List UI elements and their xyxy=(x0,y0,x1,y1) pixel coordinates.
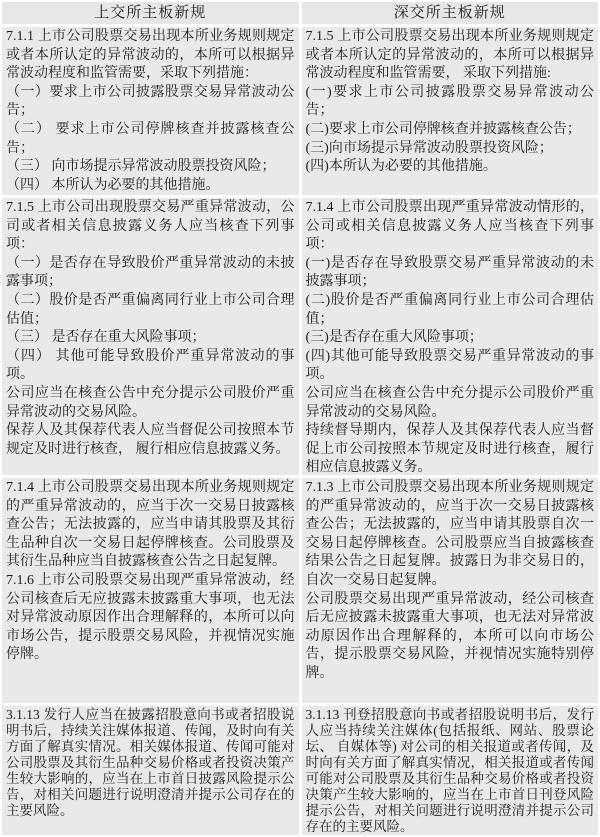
rule-paragraph: 公司应当在核查公告中充分提示公司股价严重异常波动的交易风险。 xyxy=(6,385,295,420)
rule-paragraph: (三)是否存在重大风险事项； xyxy=(305,330,483,346)
cell-sse-severe-fluctuation-check-items xyxy=(2,198,299,475)
rule-paragraph: 公司应当在核查公告中充分提示公司股价严重异常波动的交易风险。 xyxy=(305,385,594,420)
rule-paragraph: （二）股价是否严重偏离同行业上市公司合理估值； xyxy=(6,292,295,327)
rule-paragraph: 7.1.1 上市公司股票交易出现本所业务规则规定或者本所认定的异常波动的，本所可以根据异常波动程度和监管需要，采取下列措施： xyxy=(6,29,295,82)
rule-paragraph: 3.1.13 发行人应当在披露招股意向书或者招股说明书后，持续关注媒体报道、传闻，及时向有关方面了解真实情况。相关媒体报道、传闻可能对公司股票及其衍生品种交易价格或者投资决策产生较大影响的，应当在上市首日披露风险提示公告，对相关问题进行说明澄清并提示公司存在的主要风险。 xyxy=(6,707,295,818)
rules-comparison-table xyxy=(2,2,598,835)
rule-paragraph: (二)要求上市公司停牌核查并披露核查公告； xyxy=(305,121,581,137)
cell-szse-disclosure-suspension-rules xyxy=(302,478,599,703)
rule-paragraph: 持续督导期内，保荐人及其保荐代表人应当督促上市公司按照本节规定及时进行核查，履行相应信息披露义务。 xyxy=(305,423,594,475)
column-header-szse-main-board: 深交所主板新规 xyxy=(302,2,599,24)
cell-sse-disclosure-suspension-rules xyxy=(2,478,299,703)
rule-paragraph: （二） 要求上市公司停牌核查并披露核查公告； xyxy=(6,121,295,156)
rule-paragraph: (四)本所认为必要的其他措施。 xyxy=(305,159,497,175)
rule-paragraph: 7.1.5 上市公司出现股票交易严重异常波动，公司或者相关信息披露义务人应当核查下列事项： xyxy=(6,200,295,253)
cell-sse-issuer-media-monitoring xyxy=(2,706,299,835)
cell-szse-severe-fluctuation-check-items xyxy=(302,198,599,475)
rule-paragraph: (一)是否存在导致股票交易严重异常波动的未披露事项； xyxy=(305,255,594,290)
rule-paragraph: 保荐人及其保荐代表人应当督促公司按照本节规定及时进行核查， 履行相应信息披露义务。 xyxy=(6,423,295,457)
rule-paragraph: 公司股票交易出现严重异常波动，经公司核查后无应披露未披露重大事项，也无法对异常波动原因作出合理解释的，本所可以向市场公告，提示股票交易风险，并视情况实施特别停牌。 xyxy=(305,591,594,681)
rule-paragraph: （一）要求上市公司披露股票交易异常波动公告； xyxy=(6,84,295,119)
rule-paragraph: (二)股价是否严重偏离同行业上市公司合理估值； xyxy=(305,292,594,327)
rule-paragraph: (一)要求上市公司披露股票交易异常波动公告； xyxy=(305,84,594,119)
rule-paragraph: 7.1.3 上市公司股票交易出现本所业务规则规定的严重异常波动的，应当于次一交易日披露核查公告；无法披露的，应当申请其股票自次一交易日起停牌核查。公司股票应当自披露核查结果公告之日起复牌。披露日为非交易日的，自次一交易日起复牌。 xyxy=(305,480,594,588)
rule-paragraph: 7.1.4 上市公司股票出现严重异常波动情形的，公司或相关信息披露义务人应当核查下列事项： xyxy=(305,200,594,253)
rule-paragraph: （三） 是否存在重大风险事项； xyxy=(6,330,206,346)
rule-paragraph: 7.1.6 上市公司股票交易出现严重异常波动，经公司核查后无应披露未披露重大事项，也无法对异常波动原因作出合理解释的，本所可以向市场公告，提示股票交易风险，并视情况实施停牌。 xyxy=(6,572,295,663)
cell-szse-abnormal-fluctuation-measures xyxy=(302,27,599,195)
rule-paragraph: 7.1.4 上市公司股票交易出现本所业务规则规定的严重异常波动的，应当于次一交易日披露核查公告；无法披露的，应当申请其股票及其衍生品种自次一交易日起停牌核查。公司股票及其衍生品种应当自披露核查公告之日起复牌。 xyxy=(6,480,295,570)
rule-paragraph: （三） 向市场提示异常波动股票投资风险； xyxy=(6,159,276,175)
rule-paragraph: 3.1.13 刊登招股意向书或者招股说明书后，发行人应当持续关注媒体(包括报纸、网站、股票论坛、 自媒体等) 对公司的相关报道或者传闻，及时向有关方面了解真实情况，相关报道或者传闻可能对公司股票及其衍生品种交易价格或者投资决策产生较大影响的，应当在上市首日刊登风险提示公告，对相关问题进行说明澄清并提示公司存在的主要风险。 xyxy=(305,707,594,834)
rule-paragraph: （四） 本所认为必要的其他措施。 xyxy=(6,177,220,193)
cell-szse-issuer-media-monitoring xyxy=(302,706,599,835)
rule-paragraph: (三)向市场提示异常波动股票投资风险； xyxy=(305,140,553,156)
rule-paragraph: （四） 其他可能导致股价严重异常波动的事项。 xyxy=(6,348,295,383)
cell-sse-abnormal-fluctuation-measures xyxy=(2,27,299,195)
column-header-sse-main-board: 上交所主板新规 xyxy=(2,2,299,24)
rule-paragraph: （一）是否存在导致股价严重异常波动的未披露事项； xyxy=(6,255,295,290)
rule-paragraph: (四)其他可能导致股票交易严重异常波动的事项。 xyxy=(305,348,594,383)
rule-paragraph: 7.1.5 上市公司股票交易出现本所业务规则规定或者本所认定的异常波动的，本所可以根据异常波动程度和监管需要， 采取下列措施: xyxy=(305,29,594,82)
